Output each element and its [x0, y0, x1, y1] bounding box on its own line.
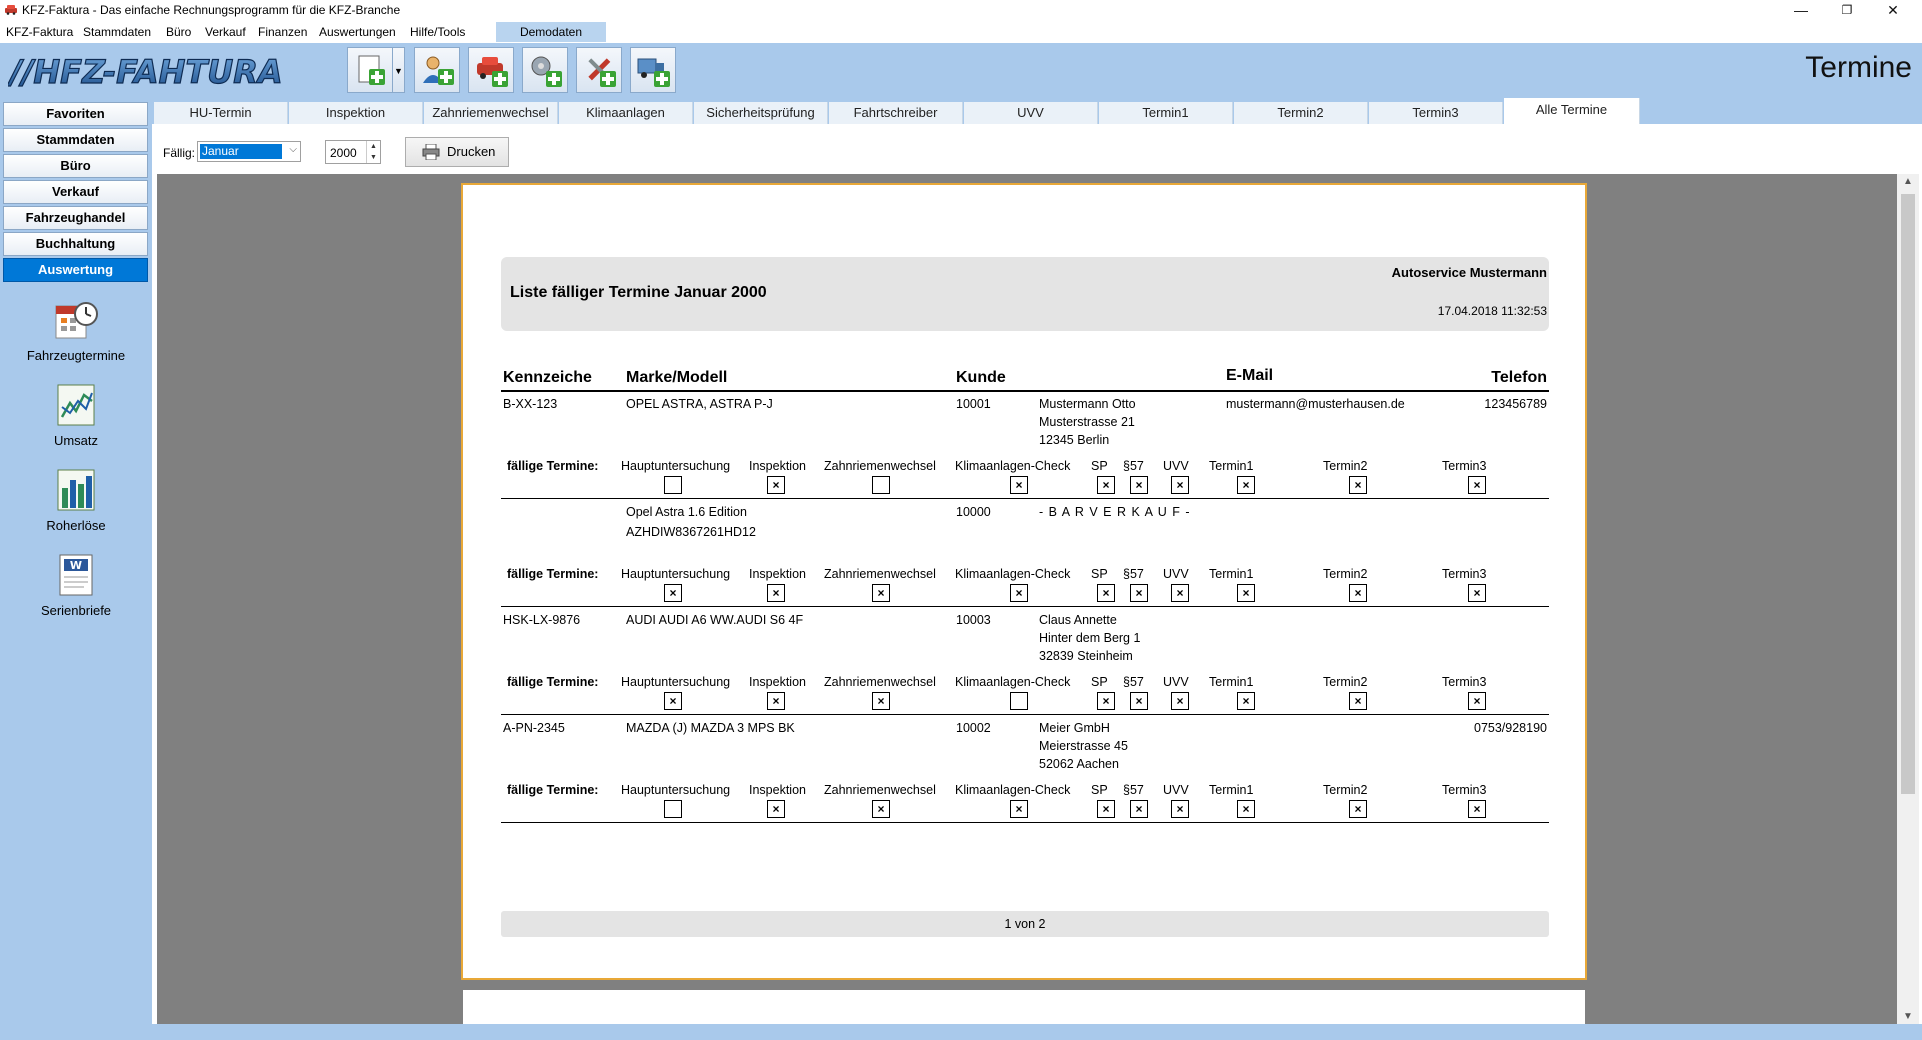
check-label: §57	[1123, 459, 1144, 473]
due-checkbox: ×	[767, 800, 785, 818]
add-part-icon	[528, 53, 564, 89]
check-label: §57	[1123, 567, 1144, 581]
check-label: §57	[1123, 675, 1144, 689]
entry-model: OPEL ASTRA, ASTRA P-J	[626, 397, 773, 411]
entry-address-line: 12345 Berlin	[1039, 433, 1110, 447]
sidebar-item-label: Roherlöse	[46, 518, 106, 533]
year-stepper[interactable]	[325, 140, 381, 164]
add-customer-icon	[420, 53, 456, 89]
toolbar	[0, 43, 1922, 98]
entry-address-line: 32839 Steinheim	[1039, 649, 1133, 663]
sidebar-item-umsatz[interactable]	[0, 383, 152, 448]
add-customer-button[interactable]	[414, 47, 460, 93]
check-label: §57	[1123, 783, 1144, 797]
due-checkbox: ×	[767, 476, 785, 494]
nav-buero[interactable]: Büro	[3, 154, 148, 178]
due-checkbox: ×	[1349, 800, 1367, 818]
report-header	[501, 257, 1549, 331]
due-checkbox: ×	[1130, 800, 1148, 818]
sidebar-item-fahrzeugtermine[interactable]	[0, 298, 152, 363]
title-bar	[0, 0, 1922, 21]
entry-divider	[501, 498, 1549, 499]
tab-termin1[interactable]: Termin1	[1099, 102, 1233, 124]
menu-bar	[0, 21, 1922, 43]
check-label: Termin3	[1442, 783, 1487, 797]
check-label: Termin1	[1209, 783, 1254, 797]
scroll-up-icon[interactable]: ▲	[1903, 176, 1913, 187]
header-divider	[501, 390, 1549, 392]
check-label: Inspektion	[749, 459, 806, 473]
check-label: Hauptuntersuchung	[621, 567, 731, 581]
due-checkbox	[1010, 692, 1028, 710]
sidebar-item-serienbriefe[interactable]	[0, 553, 152, 618]
due-checkbox: ×	[1130, 692, 1148, 710]
check-label: SP	[1091, 567, 1108, 581]
entry-phone: 123456789	[1484, 397, 1547, 411]
entry-model: AUDI AUDI A6 WW.AUDI S6 4F	[626, 613, 804, 627]
due-checkbox	[664, 800, 682, 818]
sidebar-item-label: Fahrzeugtermine	[26, 348, 126, 363]
add-truck-icon	[636, 53, 672, 89]
menu-stammdaten[interactable]: Stammdaten	[83, 25, 152, 39]
check-label: Termin2	[1323, 783, 1368, 797]
check-label: UVV	[1163, 567, 1189, 581]
due-appointments-label: fällige Termine:	[507, 783, 599, 797]
entry-divider	[501, 822, 1549, 823]
due-checkbox: ×	[1097, 584, 1115, 602]
check-label: Termin2	[1323, 675, 1368, 689]
add-truck-button[interactable]	[630, 47, 676, 93]
sidebar-item-label: Umsatz	[53, 433, 99, 448]
tab-bar	[152, 98, 1922, 124]
nav-buchhaltung[interactable]: Buchhaltung	[3, 232, 148, 256]
due-checkbox: ×	[1237, 476, 1255, 494]
tab-alle-termine[interactable]: Alle Termine	[1504, 98, 1640, 124]
check-label: Klimaanlagen-Check	[955, 567, 1071, 581]
entry-address-line: Claus Annette	[1039, 613, 1117, 627]
due-checkbox	[872, 476, 890, 494]
due-checkbox: ×	[1468, 476, 1486, 494]
check-label: Termin3	[1442, 459, 1487, 473]
due-label: Fällig:	[163, 146, 196, 160]
print-button[interactable]	[405, 137, 509, 167]
entry-model: MAZDA (J) MAZDA 3 MPS BK	[626, 721, 795, 735]
entry-customer-no: 10001	[956, 397, 991, 411]
menu-verkauf[interactable]: Verkauf	[205, 25, 246, 39]
filter-bar	[152, 124, 1922, 174]
close-button[interactable]: ✕	[1887, 2, 1899, 18]
check-label: UVV	[1163, 783, 1189, 797]
entry-model: Opel Astra 1.6 Edition	[626, 505, 747, 519]
check-label: UVV	[1163, 459, 1189, 473]
new-document-button[interactable]	[347, 47, 393, 93]
entry-phone: 0753/928190	[1474, 721, 1547, 735]
check-label: Termin2	[1323, 459, 1368, 473]
due-checkbox: ×	[1237, 584, 1255, 602]
new-document-icon	[353, 53, 389, 89]
entry-divider	[501, 714, 1549, 715]
check-label: Zahnriemenwechsel	[824, 783, 936, 797]
check-label: Termin3	[1442, 567, 1487, 581]
svg-text:W: W	[69, 559, 83, 572]
tab-termin3[interactable]: Termin3	[1369, 102, 1503, 124]
sidebar-item-roherloese[interactable]	[0, 468, 152, 533]
due-checkbox: ×	[1130, 476, 1148, 494]
add-part-button[interactable]	[522, 47, 568, 93]
add-service-button[interactable]	[576, 47, 622, 93]
report-timestamp: 17.04.2018 11:32:53	[1437, 304, 1547, 318]
check-label: SP	[1091, 783, 1108, 797]
report-footer: 1 von 2	[501, 911, 1549, 937]
due-checkbox: ×	[872, 692, 890, 710]
tab-zahnriemenwechsel[interactable]: Zahnriemenwechsel	[424, 102, 558, 124]
due-checkbox: ×	[1349, 584, 1367, 602]
check-label: Inspektion	[749, 567, 806, 581]
nav-stammdaten[interactable]: Stammdaten	[3, 128, 148, 152]
due-checkbox: ×	[1130, 584, 1148, 602]
check-label: Termin2	[1323, 567, 1368, 581]
month-value: Januar	[200, 144, 282, 159]
due-checkbox: ×	[664, 584, 682, 602]
due-appointments-label: fällige Termine:	[507, 459, 599, 473]
entry-address-line: Mustermann Otto	[1039, 397, 1136, 411]
tab-hu-termin[interactable]: HU-Termin	[154, 102, 288, 124]
check-label: Inspektion	[749, 675, 806, 689]
due-checkbox: ×	[1349, 476, 1367, 494]
check-label: Hauptuntersuchung	[621, 783, 731, 797]
check-label: Zahnriemenwechsel	[824, 567, 936, 581]
check-label: Hauptuntersuchung	[621, 459, 731, 473]
entry-address-line: Hinter dem Berg 1	[1039, 631, 1141, 645]
check-label: Termin3	[1442, 675, 1487, 689]
due-checkbox: ×	[1171, 692, 1189, 710]
due-checkbox: ×	[1468, 692, 1486, 710]
menu-hilfe-tools[interactable]: Hilfe/Tools	[410, 25, 466, 39]
line-chart-icon	[54, 383, 98, 429]
due-checkbox: ×	[1010, 476, 1028, 494]
column-header-model: Marke/Modell	[626, 369, 728, 386]
entry-address-line: Musterstrasse 21	[1039, 415, 1135, 429]
nav-favoriten[interactable]: Favoriten	[3, 102, 148, 126]
column-header-email: E-Mail	[1226, 367, 1274, 384]
due-checkbox: ×	[1171, 584, 1189, 602]
menu-kfz-faktura[interactable]: KFZ-Faktura	[6, 25, 74, 39]
entry-plate: B-XX-123	[503, 397, 558, 411]
demo-data-badge: Demodaten	[496, 22, 606, 42]
scroll-down-icon[interactable]: ▼	[1903, 1011, 1913, 1022]
due-checkbox: ×	[872, 800, 890, 818]
check-label: Inspektion	[749, 783, 806, 797]
report-title: Liste fälliger Termine Januar 2000	[510, 284, 767, 301]
car-app-icon	[4, 4, 18, 15]
tab-klimaanlagen[interactable]: Klimaanlagen	[559, 102, 693, 124]
due-appointments-label: fällige Termine:	[507, 567, 599, 581]
entry-address-line: - B A R V E R K A U F -	[1039, 505, 1191, 519]
window-title: KFZ-Faktura - Das einfache Rechnungsprogramm für die KFZ-Branche	[22, 3, 401, 17]
check-label: SP	[1091, 459, 1108, 473]
check-label: Termin1	[1209, 675, 1254, 689]
minimize-button[interactable]: —	[1794, 2, 1808, 18]
due-checkbox	[664, 476, 682, 494]
bar-chart-icon	[54, 468, 98, 514]
entry-email: mustermann@musterhausen.de	[1226, 397, 1405, 411]
tab-uvv[interactable]: UVV	[964, 102, 1098, 124]
due-checkbox: ×	[1010, 584, 1028, 602]
logo-text: //HFZ-FAHTURA	[10, 53, 283, 89]
due-checkbox: ×	[1468, 800, 1486, 818]
vertical-scrollbar[interactable]	[1897, 174, 1919, 1024]
entry-divider	[501, 606, 1549, 607]
nav-verkauf[interactable]: Verkauf	[3, 180, 148, 204]
entry-address-line: Meierstrasse 45	[1039, 739, 1128, 753]
due-checkbox: ×	[1097, 800, 1115, 818]
due-checkbox: ×	[1097, 692, 1115, 710]
due-checkbox: ×	[1237, 800, 1255, 818]
due-checkbox: ×	[1171, 800, 1189, 818]
app-logo	[8, 53, 313, 89]
due-checkbox: ×	[1468, 584, 1486, 602]
year-value: 2000	[330, 146, 357, 160]
entry-model: AZHDIW8367261HD12	[626, 525, 756, 539]
scroll-thumb[interactable]	[1901, 194, 1915, 794]
menu-finanzen[interactable]: Finanzen	[258, 25, 308, 39]
check-label: Klimaanlagen-Check	[955, 783, 1071, 797]
menu-auswertungen[interactable]: Auswertungen	[319, 25, 396, 39]
due-checkbox: ×	[1097, 476, 1115, 494]
check-label: Termin1	[1209, 459, 1254, 473]
add-vehicle-button[interactable]	[468, 47, 514, 93]
column-header-customer: Kunde	[956, 369, 1006, 386]
entry-customer-no: 10000	[956, 505, 991, 519]
check-label: Klimaanlagen-Check	[955, 675, 1071, 689]
column-header-phone: Telefon	[1491, 369, 1547, 386]
column-header-plate: Kennzeiche	[503, 369, 592, 386]
entry-address-line: Meier GmbH	[1039, 721, 1110, 735]
due-appointments-label: fällige Termine:	[507, 675, 599, 689]
due-checkbox: ×	[767, 692, 785, 710]
add-vehicle-icon	[474, 53, 510, 89]
add-service-icon	[582, 53, 618, 89]
entry-customer-no: 10002	[956, 721, 991, 735]
due-checkbox: ×	[872, 584, 890, 602]
check-label: Zahnriemenwechsel	[824, 675, 936, 689]
check-label: UVV	[1163, 675, 1189, 689]
tab-inspektion[interactable]: Inspektion	[289, 102, 423, 124]
due-checkbox: ×	[1010, 800, 1028, 818]
bottom-strip	[152, 1024, 1922, 1040]
tab-termin2[interactable]: Termin2	[1234, 102, 1368, 124]
entry-plate: A-PN-2345	[503, 721, 565, 735]
word-document-icon	[54, 553, 98, 599]
tab-fahrtschreiber[interactable]: Fahrtschreiber	[829, 102, 963, 124]
check-label: Hauptuntersuchung	[621, 675, 731, 689]
due-checkbox: ×	[1171, 476, 1189, 494]
chevron-down-icon: ⌵	[289, 144, 297, 155]
entry-customer-no: 10003	[956, 613, 991, 627]
print-label: Drucken	[447, 144, 496, 159]
entry-address-line: 52062 Aachen	[1039, 757, 1119, 771]
tab-sicherheitspruefung[interactable]: Sicherheitsprüfung	[694, 102, 828, 124]
next-report-page	[463, 990, 1585, 1024]
due-checkbox: ×	[1237, 692, 1255, 710]
page-title: Termine	[1805, 51, 1912, 84]
nav-auswertung[interactable]: Auswertung	[3, 258, 148, 282]
check-label: Klimaanlagen-Check	[955, 459, 1071, 473]
check-label: SP	[1091, 675, 1108, 689]
check-label: Zahnriemenwechsel	[824, 459, 936, 473]
menu-buero[interactable]: Büro	[166, 25, 192, 39]
printer-icon	[422, 144, 440, 160]
calendar-clock-icon	[52, 298, 100, 344]
nav-fahrzeughandel[interactable]: Fahrzeughandel	[3, 206, 148, 230]
due-checkbox: ×	[664, 692, 682, 710]
sidebar	[0, 98, 152, 1040]
due-checkbox: ×	[1349, 692, 1367, 710]
restore-button[interactable]: ❐	[1841, 3, 1853, 17]
new-dropdown-arrow[interactable]: ▼	[393, 47, 405, 93]
check-label: Termin1	[1209, 567, 1254, 581]
report-page	[461, 183, 1587, 980]
spin-arrows-icon[interactable]: ▲ ▼	[366, 141, 380, 163]
report-company: Autoservice Mustermann	[1391, 265, 1547, 280]
due-checkbox: ×	[767, 584, 785, 602]
month-select[interactable]	[197, 141, 301, 162]
sidebar-item-label: Serienbriefe	[40, 603, 112, 618]
entry-plate: HSK-LX-9876	[503, 613, 581, 627]
